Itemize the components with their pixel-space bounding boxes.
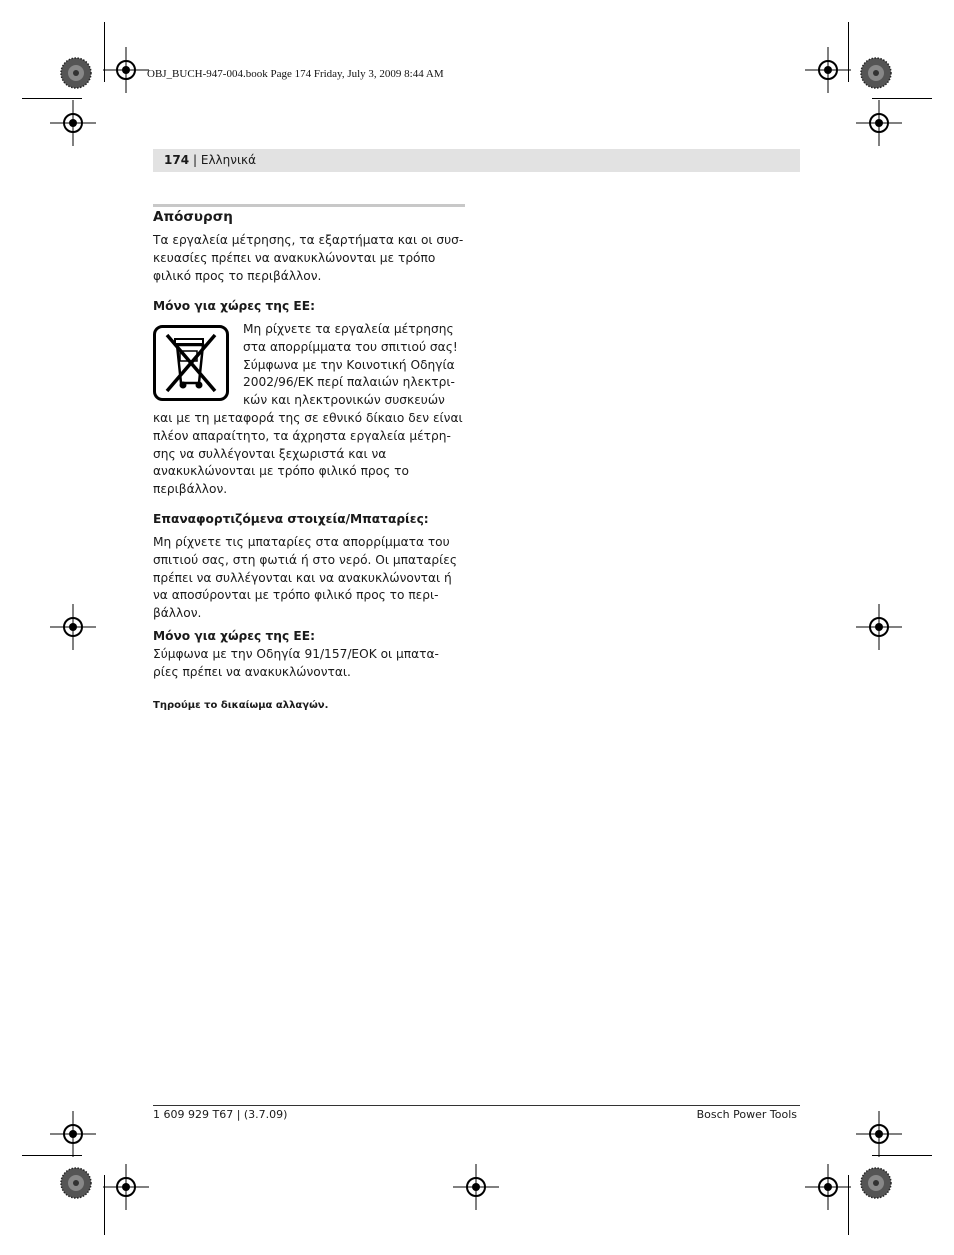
registration-mark-icon: [50, 1111, 96, 1157]
intro-paragraph: [153, 232, 465, 285]
registration-mark-icon: [103, 47, 149, 93]
text-line: και με τη μεταφορά της σε εθνικό δίκαιο δεν είναι: [153, 411, 463, 425]
text-line: να αποσύρονται με τρόπο φιλικό προς το περι-: [153, 588, 439, 603]
text-line: βάλλον.: [153, 606, 202, 621]
text-line: πλέον απαραίτητο, τα άχρηστα εργαλεία μέτρη-: [153, 428, 451, 443]
eu-heading: Μόνο για χώρες της ΕΕ:: [153, 299, 315, 313]
text-line: Μη ρίχνετε τα εργαλεία μέτρησης: [243, 322, 454, 336]
crossed-out-wheelie-bin-icon: [153, 325, 229, 401]
starburst-target-icon: [860, 1167, 892, 1199]
text-line: Σύμφωνα με την Κοινοτική Οδηγία: [243, 357, 455, 372]
starburst-target-icon: [860, 57, 892, 89]
registration-mark-icon: [453, 1164, 499, 1210]
registration-mark-icon: [805, 47, 851, 93]
registration-mark-icon: [856, 1111, 902, 1157]
section-title: Απόσυρση: [153, 209, 233, 225]
registration-mark-icon: [50, 604, 96, 650]
registration-mark-icon: [856, 100, 902, 146]
text-line: Μη ρίχνετε τις μπαταρίες στα απορρίμματα του: [153, 535, 450, 549]
battery-paragraph: [153, 534, 465, 623]
text-line: φιλικό προς το περιβάλλον.: [153, 268, 322, 283]
section-language: | Ελληνικά: [193, 153, 256, 167]
text-line: σπιτιού σας, στη φωτιά ή στο νερό. Οι μπαταρίες: [153, 552, 457, 567]
text-line: 2002/96/ΕΚ περί παλαιών ηλεκτρι-: [243, 375, 455, 390]
text-line: περιβάλλον.: [153, 482, 228, 497]
text-line: κευασίες πρέπει να ανακυκλώνονται με τρόπο: [153, 250, 436, 265]
registration-mark-icon: [805, 1164, 851, 1210]
rights-note: Τηρούμε το δικαίωμα αλλαγών.: [153, 700, 329, 711]
print-header: OBJ_BUCH-947-004.book Page 174 Friday, July 3, 2009 8:44 AM: [147, 68, 444, 80]
footer-brand: Bosch Power Tools: [696, 1108, 797, 1121]
text-line: ανακυκλώνονται με τρόπο φιλικό προς το: [153, 464, 409, 479]
battery-heading: Επαναφορτιζόμενα στοιχεία/Μπαταρίες:: [153, 512, 429, 526]
crop-line: [872, 98, 932, 99]
eu-battery-paragraph: [153, 646, 465, 682]
weee-paragraph-wrap: [243, 321, 467, 410]
page-number: 174: [164, 153, 190, 167]
weee-paragraph: [153, 410, 465, 499]
footer-document-id: 1 609 929 T67 | (3.7.09): [153, 1108, 288, 1121]
text-line: στα απορρίμματα του σπιτιού σας!: [243, 339, 458, 354]
crop-line: [22, 98, 82, 99]
text-line: ρίες πρέπει να ανακυκλώνονται.: [153, 664, 351, 679]
footer-rule: [153, 1105, 800, 1106]
text-line: Σύμφωνα με την Οδηγία 91/157/ΕΟΚ οι μπατα-: [153, 647, 439, 661]
eu-heading: Μόνο για χώρες της ΕΕ:: [153, 629, 315, 643]
registration-mark-icon: [103, 1164, 149, 1210]
starburst-target-icon: [60, 1167, 92, 1199]
registration-mark-icon: [50, 100, 96, 146]
text-line: πρέπει να συλλέγονται και να ανακυκλώνονται ή: [153, 570, 452, 585]
text-line: Τα εργαλεία μέτρησης, τα εξαρτήματα και οι συσ-: [153, 233, 464, 247]
starburst-target-icon: [60, 57, 92, 89]
text-line: κών και ηλεκτρονικών συσκευών: [243, 393, 445, 408]
registration-mark-icon: [856, 604, 902, 650]
text-line: σης να συλλέγονται ξεχωριστά και να: [153, 446, 387, 461]
page-header-bar: [153, 149, 800, 172]
section-rule: [153, 204, 465, 207]
